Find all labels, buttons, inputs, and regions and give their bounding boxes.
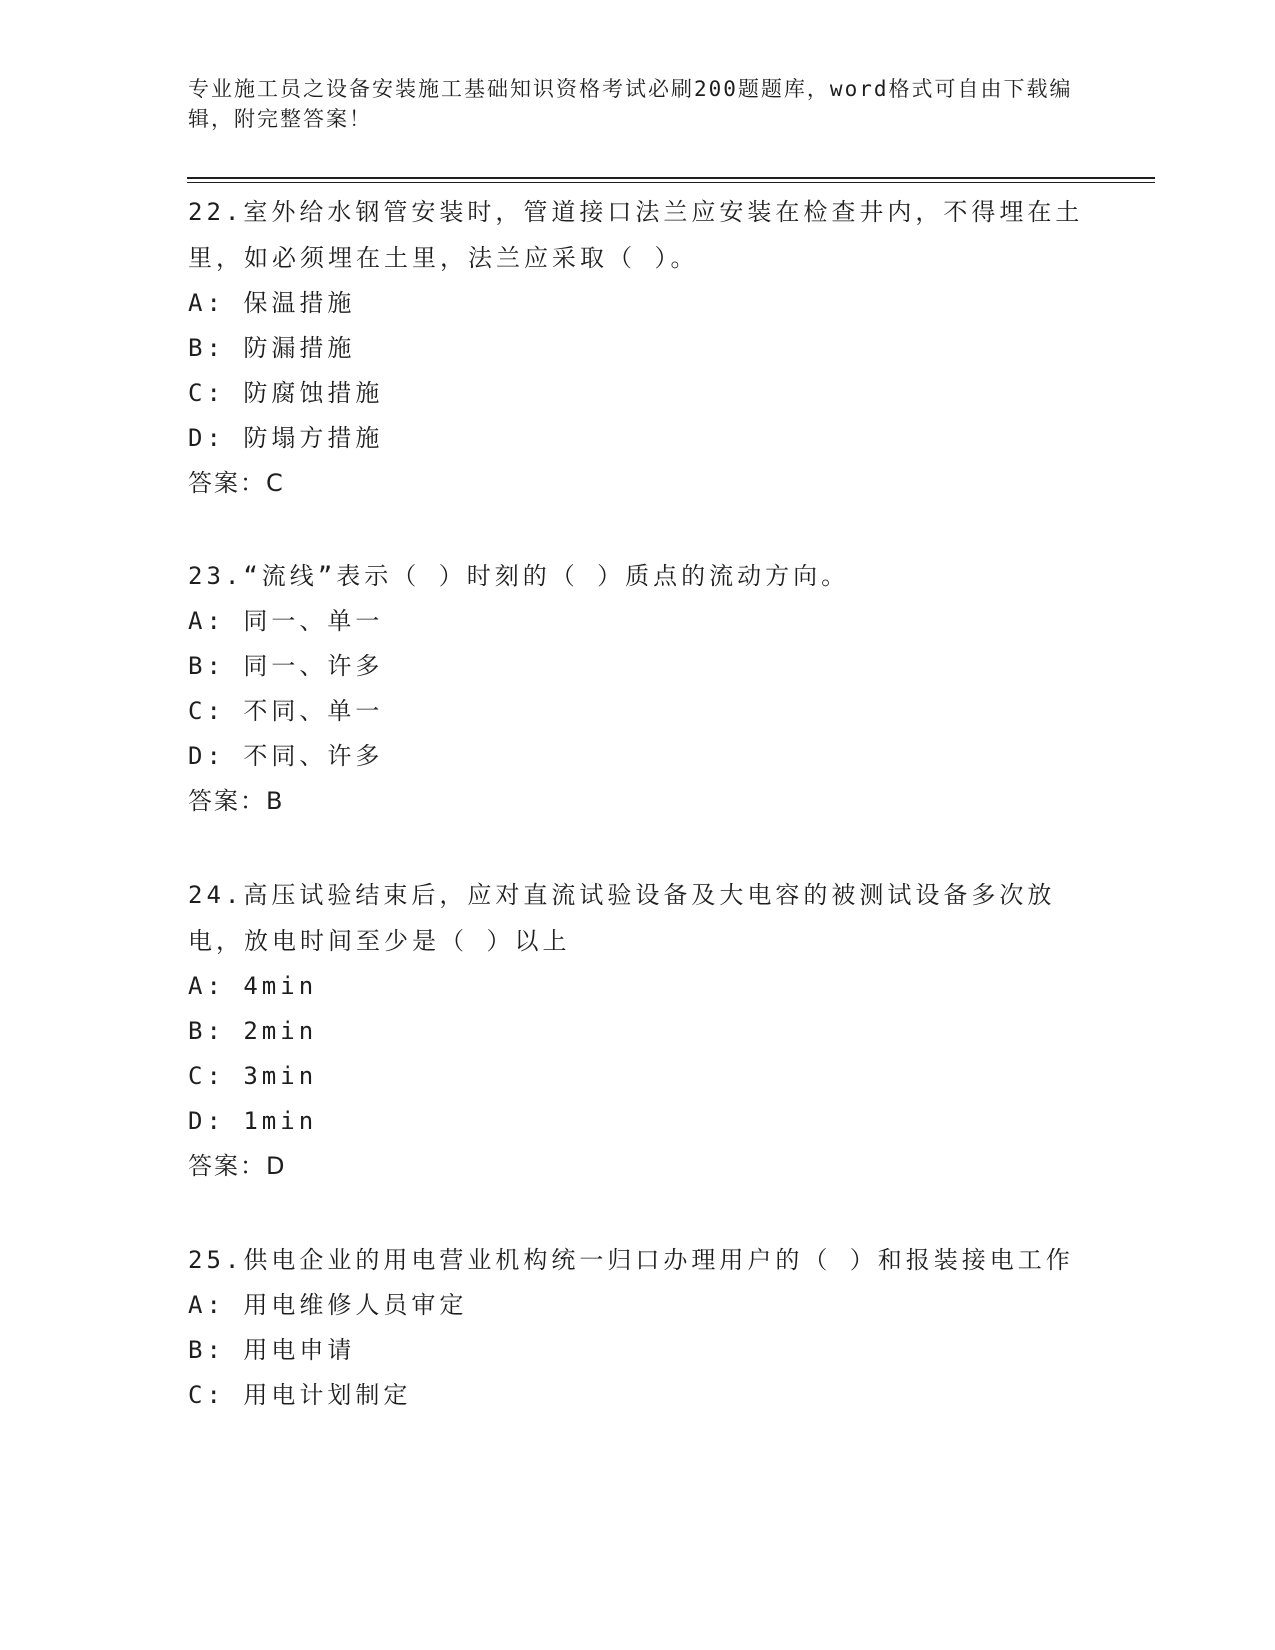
option-a: A: 4min	[188, 972, 318, 1000]
option-a: A: 保温措施	[188, 289, 356, 317]
option-a: A: 同一、单一	[188, 607, 384, 635]
option-d: D: 不同、许多	[188, 742, 384, 770]
question-23	[188, 553, 1088, 824]
question-22	[188, 189, 1088, 506]
option-c: C: 3min	[188, 1062, 318, 1090]
option-a: A: 用电维修人员审定	[188, 1291, 468, 1319]
question-stem: 24.高压试验结束后，应对直流试验设备及大电容的被测试设备多次放电，放电时间至少是（ ）以上	[188, 881, 1056, 955]
question-24	[188, 872, 1088, 1189]
answer-line: 答案：B	[188, 787, 285, 815]
answer-line: 答案：D	[188, 1152, 287, 1180]
option-d: D: 1min	[188, 1107, 318, 1135]
option-b: B: 防漏措施	[188, 334, 356, 362]
answer-line: 答案：C	[188, 469, 285, 497]
option-c: C: 用电计划制定	[188, 1381, 412, 1409]
question-stem: 22.室外给水钢管安装时，管道接口法兰应安装在检查井内，不得埋在土里，如必须埋在土里，法兰应采取（ ）。	[188, 198, 1084, 272]
question-stem: 23.“流线”表示（ ）时刻的（ ）质点的流动方向。	[188, 562, 850, 590]
header-text: 专业施工员之设备安装施工基础知识资格考试必刷200题题库，word格式可自由下载编辑，附完整答案！	[188, 77, 1073, 131]
option-b: B: 同一、许多	[188, 652, 384, 680]
option-c: C: 防腐蚀措施	[188, 379, 384, 407]
option-c: C: 不同、单一	[188, 697, 384, 725]
question-stem: 25.供电企业的用电营业机构统一归口办理用户的（ ）和报装接电工作	[188, 1246, 1074, 1274]
header-divider-thin	[187, 182, 1155, 183]
header-divider-thick	[187, 177, 1155, 179]
option-d: D: 防塌方措施	[188, 424, 384, 452]
document-header	[188, 74, 1078, 134]
option-b: B: 2min	[188, 1017, 318, 1045]
option-b: B: 用电申请	[188, 1336, 356, 1364]
question-25	[188, 1237, 1088, 1418]
